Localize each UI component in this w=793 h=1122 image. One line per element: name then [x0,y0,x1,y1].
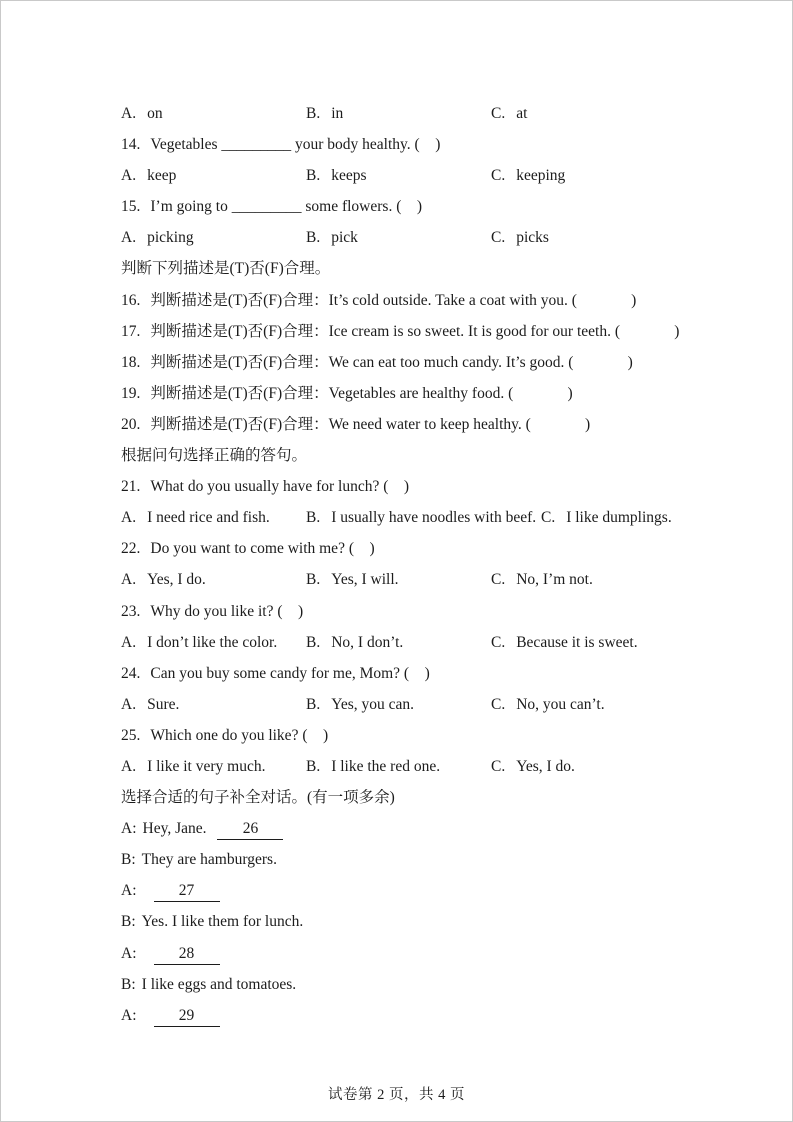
dialog-line [121,1000,761,1031]
dialog-speaker: B: [121,975,136,993]
option-b [306,564,491,595]
question-line [121,471,761,502]
question-number: 22. [121,540,141,558]
options-row [121,564,761,595]
option-label: C. [491,229,506,247]
option-text: I like the red one. [331,757,441,775]
option-text: keeping [516,167,566,185]
option-label: C. [491,757,506,775]
question-text: 判断描述是(T)否(F)合理：Ice cream is so sweet. It is good for our teeth. ( ) [150,322,680,340]
option-text: Sure. [147,695,180,713]
option-a [121,689,306,720]
question-number: 17. [121,322,141,340]
option-label: C. [541,509,556,527]
option-text: keep [147,167,177,185]
option-label: C. [491,571,506,589]
question-number: 23. [121,602,141,620]
question-number: 14. [121,136,141,154]
section-instruction-text: 判断下列描述是(T)否(F)合理。 [121,260,331,278]
option-label: B. [306,633,321,651]
option-label: B. [306,695,321,713]
question-text: 判断描述是(T)否(F)合理：Vegetables are healthy food. ( ) [150,384,573,402]
option-label: B. [306,509,321,527]
question-number: 16. [121,291,141,309]
question-number: 21. [121,478,141,496]
section-instruction [121,253,761,284]
section-instruction [121,440,761,471]
question-line [121,129,761,160]
option-c [491,751,575,782]
option-a [121,751,306,782]
options-row [121,502,761,533]
question-text: Do you want to come with me? ( ) [150,540,375,558]
option-label: B. [306,571,321,589]
option-label: A. [121,509,137,527]
option-c [491,222,549,253]
dialog-line [121,906,761,937]
dialog-line [121,844,761,875]
option-b [306,160,491,191]
dialog-text: Hey, Jane. [142,820,207,838]
answer-blank: 28 [154,944,220,965]
option-text: Yes, I will. [331,571,399,589]
section-instruction [121,782,761,813]
section-instruction-text: 根据问句选择正确的答句。 [121,447,308,465]
options-row [121,689,761,720]
option-b [306,98,491,129]
question-number: 24. [121,664,141,682]
option-a [121,627,306,658]
option-b [306,689,491,720]
option-a [121,222,306,253]
option-text: Yes, I do. [147,571,206,589]
option-text: I usually have noodles with beef. [331,509,537,527]
option-label: B. [306,167,321,185]
dialog-line [121,969,761,1000]
option-text: picking [147,229,194,247]
question-text: Can you buy some candy for me, Mom? ( ) [150,664,430,682]
option-label: B. [306,229,321,247]
option-b [306,627,491,658]
option-c [491,627,638,658]
question-line [121,191,761,222]
option-label: C. [491,105,506,122]
option-text: No, I’m not. [516,571,593,589]
option-text: Because it is sweet. [516,633,638,651]
answer-blank: 27 [154,881,220,902]
option-a [121,564,306,595]
dialog-line [121,813,761,844]
option-text: I like dumplings. [566,509,672,527]
answer-blank: 29 [154,1006,220,1027]
question-line [121,378,761,409]
question-text: Vegetables _________ your body healthy. ( ) [150,136,441,154]
option-text: No, I don’t. [331,633,404,651]
options-row [121,751,761,782]
dialog-line [121,938,761,969]
options-row [121,627,761,658]
question-text: 判断描述是(T)否(F)合理：We need water to keep healthy. ( ) [150,415,591,433]
option-text: keeps [331,167,367,185]
question-number: 15. [121,198,141,216]
options-row [121,98,761,129]
question-line [121,720,761,751]
option-b [306,222,491,253]
option-text: Yes, I do. [516,757,575,775]
question-text: I’m going to _________ some flowers. ( ) [150,198,423,216]
option-text: pick [331,229,358,247]
section-instruction-text: 选择合适的句子补全对话。(有一项多余) [121,789,395,807]
option-text: I like it very much. [147,757,266,775]
option-text: I need rice and fish. [147,509,270,527]
dialog-text: They are hamburgers. [141,851,277,869]
options-row [121,222,761,253]
question-text: 判断描述是(T)否(F)合理：It’s cold outside. Take a coat with you. ( ) [150,291,637,309]
question-line [121,596,761,627]
option-c [491,564,593,595]
option-c [541,502,672,533]
dialog-speaker: B: [121,851,136,869]
option-text: at [516,105,528,122]
content [121,98,761,1031]
question-line [121,533,761,564]
question-number: 18. [121,353,141,371]
dialog-text: Yes. I like them for lunch. [141,913,304,931]
answer-blank: 26 [217,819,283,840]
question-line [121,658,761,689]
option-text: on [147,105,163,122]
question-text: Why do you like it? ( ) [150,602,304,620]
question-text: Which one do you like? ( ) [150,726,329,744]
option-label: C. [491,167,506,185]
option-text: I don’t like the color. [147,633,278,651]
option-label: A. [121,167,137,185]
option-c [491,98,527,129]
option-label: A. [121,695,137,713]
dialog-speaker: B: [121,913,136,931]
option-c [491,160,565,191]
dialog-speaker: A: [121,944,137,962]
question-line [121,316,761,347]
question-line [121,347,761,378]
option-label: A. [121,105,137,122]
option-c [491,689,605,720]
dialog-speaker: A: [121,820,137,838]
option-label: B. [306,757,321,775]
question-line [121,285,761,316]
option-text: Yes, you can. [331,695,415,713]
question-text: 判断描述是(T)否(F)合理：We can eat too much candy. It’s good. ( ) [150,353,633,371]
option-label: A. [121,757,137,775]
option-label: B. [306,105,321,122]
options-row [121,160,761,191]
question-number: 20. [121,415,141,433]
dialog-text: I like eggs and tomatoes. [141,975,297,993]
question-line [121,409,761,440]
option-text: in [331,105,344,122]
option-label: C. [491,695,506,713]
dialog-line [121,875,761,906]
question-number: 19. [121,384,141,402]
option-label: A. [121,229,137,247]
option-b [306,502,541,533]
option-text: No, you can’t. [516,695,605,713]
option-label: C. [491,633,506,651]
dialog-speaker: A: [121,1006,137,1024]
option-label: A. [121,571,137,589]
option-text: picks [516,229,549,247]
option-a [121,160,306,191]
option-a [121,98,306,129]
option-label: A. [121,633,137,651]
page-footer: 试卷第 2 页，共 4 页 [328,1087,465,1103]
option-a [121,502,306,533]
dialog-speaker: A: [121,882,137,900]
option-b [306,751,491,782]
question-number: 25. [121,726,141,744]
question-text: What do you usually have for lunch? ( ) [150,478,410,496]
